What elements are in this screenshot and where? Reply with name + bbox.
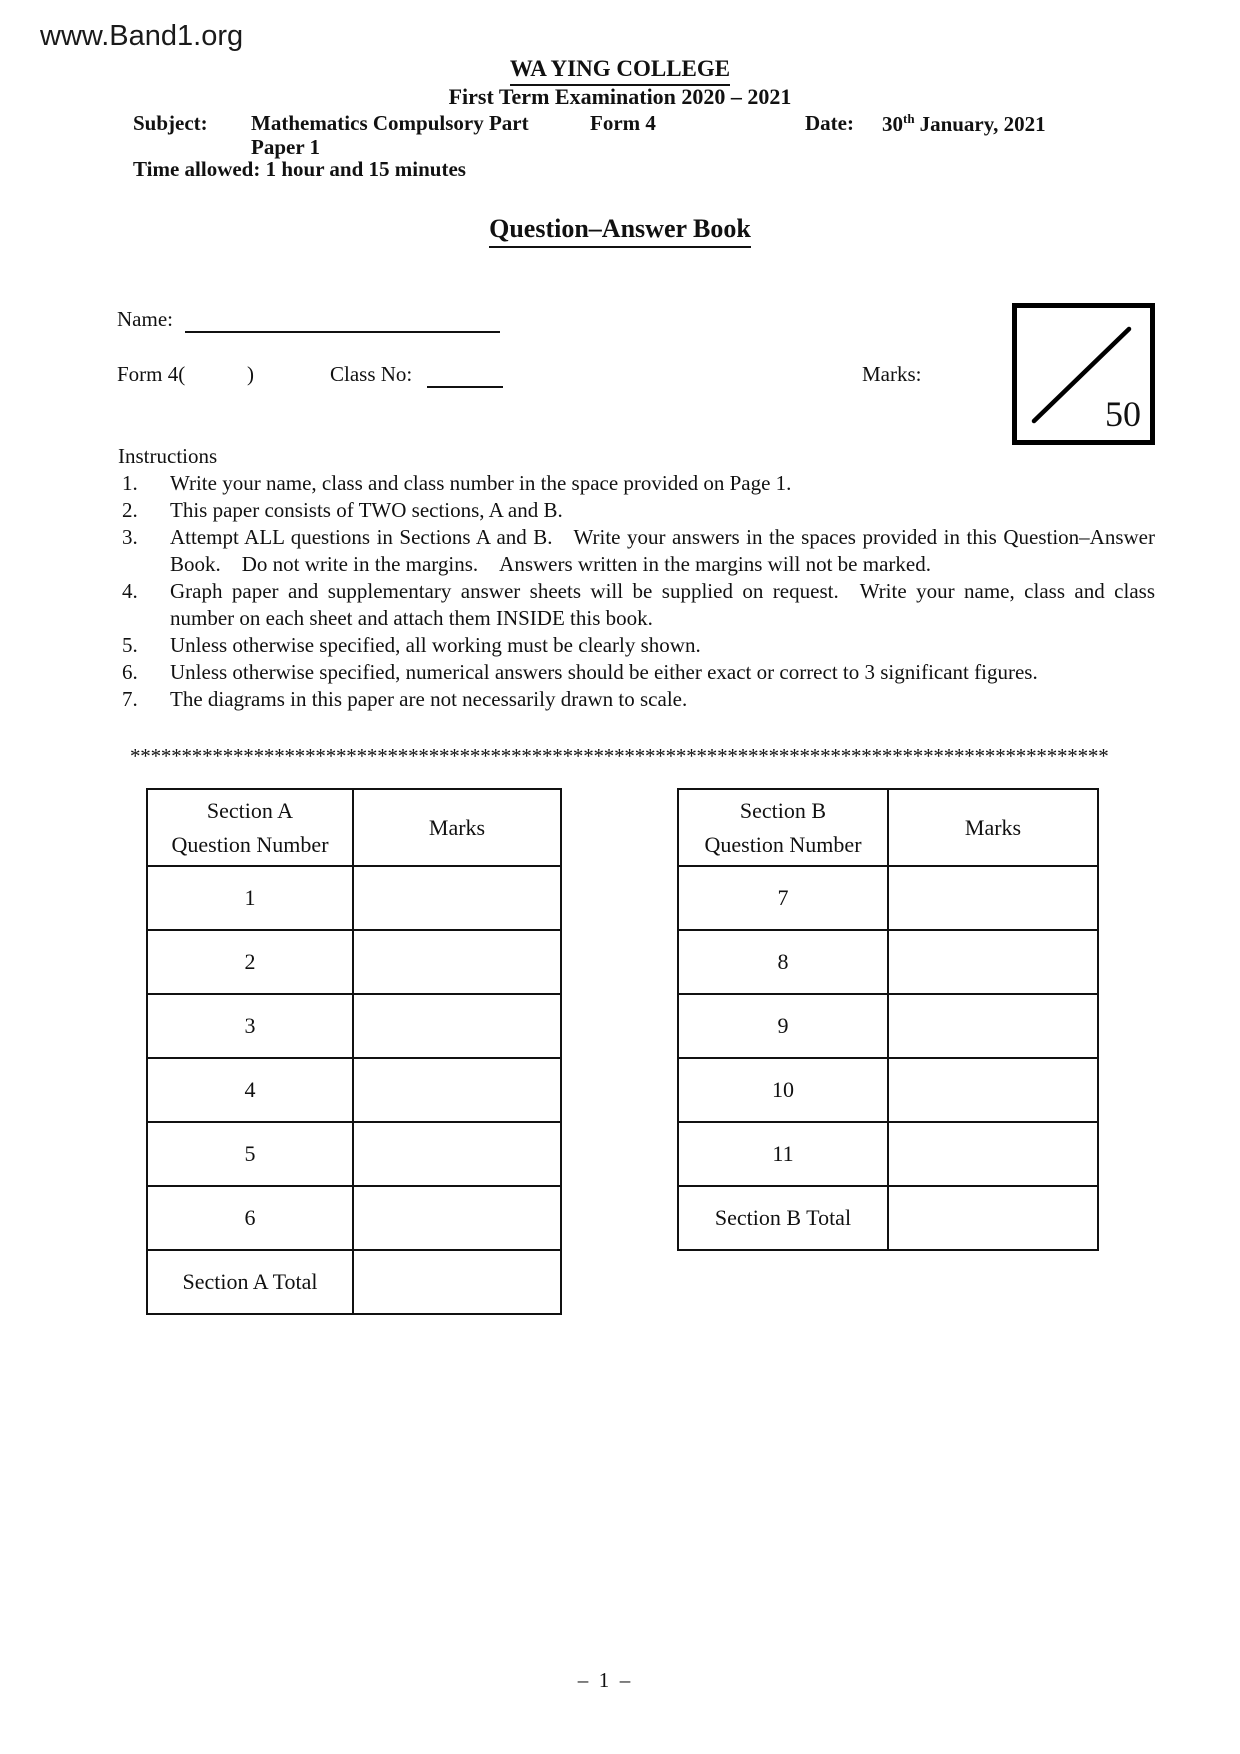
table-header-marks: Marks [888,789,1098,866]
marks-cell [353,994,561,1058]
instruction-number: 7. [122,687,138,711]
marks-cell [888,1122,1098,1186]
marks-total: 50 [1105,394,1141,434]
marks-cell [888,866,1098,930]
question-number-cell: 8 [678,930,888,994]
book-title-text: Question–Answer Book [489,214,751,248]
marks-cell [353,1122,561,1186]
instruction-number: 4. [122,579,138,603]
total-label-cell: Section B Total [678,1186,888,1250]
marks-cell [353,1058,561,1122]
paper-number: Paper 1 [251,135,321,159]
date-rest: January, 2021 [919,112,1046,136]
marks-label: Marks: [862,362,922,386]
subject-value: Mathematics Compulsory Part [251,111,529,135]
instruction-text: Graph paper and supplementary answer sheets will be supplied on request. Write your name, class and class number on each sheet and attach them INSIDE this book. [170,579,1155,630]
instruction-number: 3. [122,525,138,549]
table-row [678,866,1098,930]
form-label-prefix: Form 4( [117,362,186,386]
form-level: Form 4 [590,111,656,135]
instruction-text: This paper consists of TWO sections, A and B. [170,498,563,522]
table-row [147,994,561,1058]
marks-cell [888,1058,1098,1122]
section-b-table [677,788,1099,1251]
question-number-label: Question Number [704,831,862,857]
table-header-row [678,789,1098,866]
table-total-row [678,1186,1098,1250]
question-number-cell: 3 [147,994,353,1058]
name-underline [185,331,500,333]
date-value [882,111,1046,137]
marks-cell [888,994,1098,1058]
school-name-text: WA YING COLLEGE [510,56,730,86]
marks-box [1012,303,1155,445]
instruction-number: 2. [122,498,138,522]
instruction-text: Attempt ALL questions in Sections A and B. Write your answers in the spaces provided in this Question–Answer Book. Do not write in the margins. Answers written in the margins will not be marked. [170,525,1155,576]
question-number-cell: 4 [147,1058,353,1122]
table-header-row [147,789,561,866]
instructions-block [118,443,1155,713]
question-number-cell: 10 [678,1058,888,1122]
table-header-marks: Marks [353,789,561,866]
question-number-cell: 2 [147,930,353,994]
table-row [678,1122,1098,1186]
instruction-number: 6. [122,660,138,684]
name-label: Name: [117,307,173,331]
instruction-item [118,578,1155,632]
separator-line: *********************************************************************************************** [130,744,1109,768]
school-name [0,56,1240,86]
table-row [678,1058,1098,1122]
instruction-item [118,659,1155,686]
section-a-table [146,788,562,1315]
table-header-question [678,789,888,866]
instruction-item [118,497,1155,524]
instruction-text: The diagrams in this paper are not necessarily drawn to scale. [170,687,688,711]
marks-cell [353,930,561,994]
total-marks-cell [888,1186,1098,1250]
table-row [147,866,561,930]
instruction-text: Unless otherwise specified, all working must be clearly shown. [170,633,701,657]
book-title [0,214,1240,248]
section-label: Section A [206,797,294,823]
time-allowed: Time allowed: 1 hour and 15 minutes [133,157,466,181]
instruction-item [118,524,1155,578]
table-total-row [147,1250,561,1314]
page-number: – 1 – [577,1668,631,1692]
exam-title: First Term Examination 2020 – 2021 [448,84,792,109]
question-number-cell: 1 [147,866,353,930]
question-number-cell: 9 [678,994,888,1058]
total-marks-cell [353,1250,561,1314]
class-no-label: Class No: [330,362,413,386]
table-row [678,930,1098,994]
date-label: Date: [805,111,854,135]
marks-cell [353,866,561,930]
form-label-suffix: ) [247,362,254,386]
table-row [147,1186,561,1250]
marks-cell [888,930,1098,994]
table-row [147,1058,561,1122]
section-label: Section B [739,797,827,823]
instruction-item [118,470,1155,497]
date-day: 30 [882,112,903,136]
instruction-number: 5. [122,633,138,657]
question-number-cell: 11 [678,1122,888,1186]
site-watermark: www.Band1.org [40,20,244,52]
table-row [147,1122,561,1186]
question-number-cell: 5 [147,1122,353,1186]
instructions-title: Instructions [118,444,218,468]
table-header-question [147,789,353,866]
instruction-text: Unless otherwise specified, numerical answers should be either exact or correct to 3 significant figures. [170,660,1038,684]
table-row [147,930,561,994]
marks-cell [353,1186,561,1250]
instruction-item [118,686,1155,713]
question-number-cell: 7 [678,866,888,930]
subject-label: Subject: [133,111,208,135]
instruction-text: Write your name, class and class number in the space provided on Page 1. [170,471,792,495]
question-number-cell: 6 [147,1186,353,1250]
date-ordinal: th [903,111,915,126]
total-label-cell: Section A Total [147,1250,353,1314]
table-row [678,994,1098,1058]
instruction-item [118,632,1155,659]
question-number-label: Question Number [171,831,329,857]
class-no-underline [427,386,503,388]
instruction-number: 1. [122,471,138,495]
